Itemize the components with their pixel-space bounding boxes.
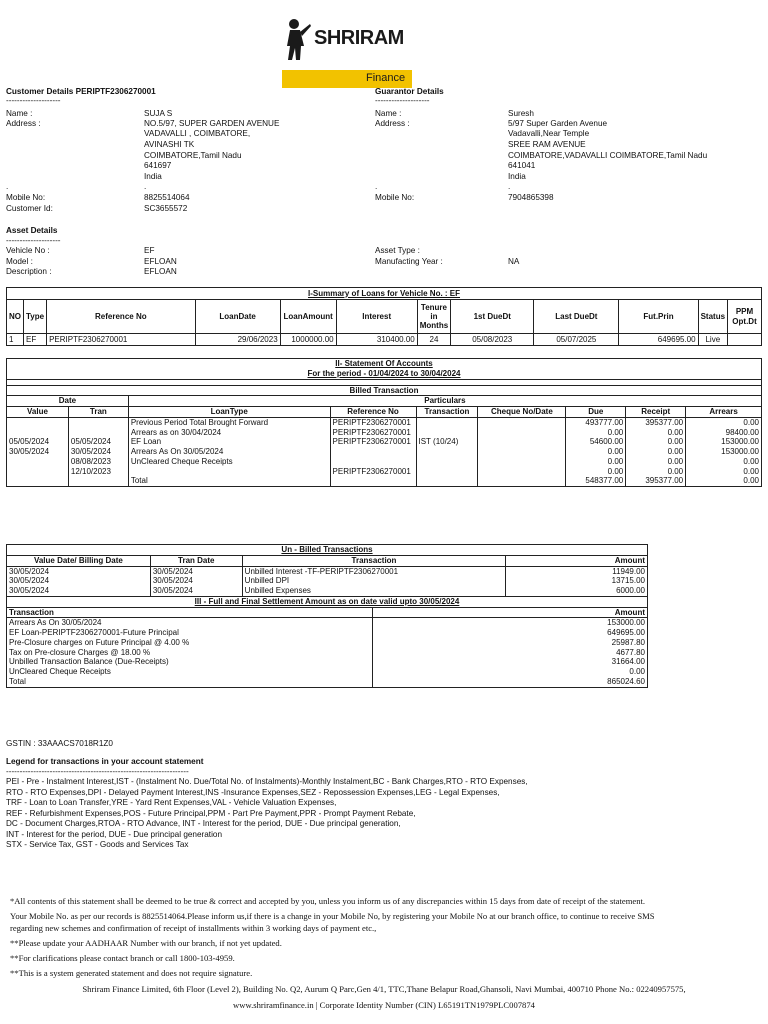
legend-line: STX - Service Tax, GST - Goods and Services Tax xyxy=(6,840,189,849)
stmt-loantype: UnCleared Cheque Receipts xyxy=(128,457,330,467)
settlement-header-transaction: Transaction xyxy=(7,607,373,618)
guarantor-address-line: 5/97 Super Garden Avenue xyxy=(508,119,608,128)
stmt-loantype: Total xyxy=(128,476,330,486)
stmt-due: 0.00 xyxy=(566,428,626,438)
stmt-value xyxy=(7,417,69,427)
unbilled-header: Transaction xyxy=(242,555,506,566)
summary-cell: Live xyxy=(698,334,727,346)
guarantor-dot: . xyxy=(375,182,378,191)
summary-title: I-Summary of Loans for Vehicle No. : EF xyxy=(7,288,762,300)
legend-line: INT - Interest for the period, DUE - Due principal generation xyxy=(6,830,223,839)
guarantor-address-line: Vadavalli,Near Temple xyxy=(508,129,590,138)
settlement-amount: 31664.00 xyxy=(372,657,648,667)
customer-address-line: 641697 xyxy=(144,161,172,170)
loan-summary-table xyxy=(6,287,762,346)
stmt-cheque xyxy=(478,447,566,457)
customer-heading: Customer Details PERIPTF2306270001 xyxy=(6,87,156,96)
stmt-cheque xyxy=(478,457,566,467)
stmt-cheque xyxy=(478,417,566,427)
stmt-loantype xyxy=(128,467,330,477)
footer-mobile-notice-2: regarding new schemes and confirmation of receipt of installments within 3 working days of payment etc., xyxy=(10,923,377,933)
summary-cell: 649695.00 xyxy=(619,334,698,346)
legend-line: TRF - Loan to Loan Transfer,YRE - Yard Rent Expenses,VAL - Vehicle Valuation Expenses, xyxy=(6,798,337,807)
summary-header: Interest xyxy=(336,300,417,334)
table-row xyxy=(7,447,762,457)
asset-heading: Asset Details xyxy=(6,226,58,235)
settlement-label: Unbilled Transaction Balance (Due-Receipts) xyxy=(7,657,373,667)
stmt-receipt: 0.00 xyxy=(626,437,686,447)
summary-header: Status xyxy=(698,300,727,334)
summary-cell: 24 xyxy=(417,334,450,346)
logo-figure-icon xyxy=(284,16,312,72)
customer-name-label: Name : xyxy=(6,109,33,118)
header-particulars: Particulars xyxy=(128,396,761,407)
legend-line: RTO - RTO Expenses,DPI - Delayed Payment Interest,INS -Insurance Expenses,SEZ - Repossession Expenses,LEG - Legal Expenses, xyxy=(6,788,500,797)
settlement-label: Arrears As On 30/05/2024 xyxy=(7,618,373,628)
settlement-label: Pre-Closure charges on Future Principal @ 4.00 % xyxy=(7,638,373,648)
table-row xyxy=(7,657,648,667)
summary-header: Last DueDt xyxy=(534,300,619,334)
unbilled-header: Tran Date xyxy=(150,555,242,566)
stmt-transaction xyxy=(416,428,478,438)
guarantor-name-label: Name : xyxy=(375,109,402,118)
customer-address-line: NO.5/97, SUPER GARDEN AVENUE xyxy=(144,119,280,128)
stmt-due: 54600.00 xyxy=(566,437,626,447)
asset-model: EFLOAN xyxy=(144,257,177,266)
table-row xyxy=(7,566,648,576)
stmt-transaction xyxy=(416,457,478,467)
guarantor-address-label: Address : xyxy=(375,119,410,128)
settlement-amount: 4677.80 xyxy=(372,648,648,658)
asset-vehicle-label: Vehicle No : xyxy=(6,246,50,255)
stmt-transaction xyxy=(416,417,478,427)
gstin: GSTIN : 33AAACS7018R1Z0 xyxy=(6,739,113,748)
summary-header: PPM Opt.Dt xyxy=(728,300,762,334)
summary-cell: 05/07/2025 xyxy=(534,334,619,346)
stmt-ref: PERIPTF2306270001 xyxy=(330,428,416,438)
unbilled-cell: 30/05/2024 xyxy=(7,566,151,576)
customer-address-line: VADAVALLI , COIMBATORE, xyxy=(144,129,251,138)
customer-address-label: Address : xyxy=(6,119,41,128)
header-value: Value xyxy=(7,407,69,418)
stmt-cheque xyxy=(478,428,566,438)
stmt-arrears: 0.00 xyxy=(686,467,762,477)
statement-period: For the period - 01/04/2024 to 30/04/2024 xyxy=(7,369,762,379)
summary-cell: 05/08/2023 xyxy=(451,334,534,346)
stmt-value: 05/05/2024 xyxy=(7,437,69,447)
summary-header: Type xyxy=(24,300,47,334)
summary-cell xyxy=(728,334,762,346)
unbilled-cell: 30/05/2024 xyxy=(150,586,242,596)
guarantor-address-line: 641041 xyxy=(508,161,536,170)
footer-contact: **For clarifications please contact branch or call 1800-103-4959. xyxy=(10,953,235,963)
guarantor-address-line: . xyxy=(508,182,511,191)
unbilled-cell: Unbilled Interest -TF-PERIPTF2306270001 xyxy=(242,566,506,576)
table-row xyxy=(7,677,648,687)
table-row xyxy=(7,457,762,467)
asset-year: NA xyxy=(508,257,520,266)
unbilled-cell: 13715.00 xyxy=(506,576,648,586)
stmt-due: 493777.00 xyxy=(566,417,626,427)
summary-cell: 1 xyxy=(7,334,24,346)
stmt-transaction xyxy=(416,476,478,486)
asset-desc: EFLOAN xyxy=(144,267,177,276)
footer-system-generated: **This is a system generated statement and does not require signature. xyxy=(10,968,253,978)
guarantor-mobile: 7904865398 xyxy=(508,193,554,202)
stmt-tran xyxy=(68,476,128,486)
stmt-receipt: 0.00 xyxy=(626,467,686,477)
table-row xyxy=(7,467,762,477)
summary-header: Tenure in Months xyxy=(417,300,450,334)
unbilled-cell: 30/05/2024 xyxy=(7,576,151,586)
stmt-ref xyxy=(330,476,416,486)
stmt-arrears: 0.00 xyxy=(686,417,762,427)
footer-disclaimer: *All contents of this statement shall be deemed to be true & correct and accepted by you, unless you inform us of any discrepancies within 15 days from date of receipt of the statement. xyxy=(10,896,646,906)
summary-header: LoanDate xyxy=(195,300,280,334)
table-row xyxy=(7,638,648,648)
customer-dash: -------------------- xyxy=(6,96,61,105)
settlement-amount: 865024.60 xyxy=(372,677,648,687)
settlement-header-amount: Amount xyxy=(372,607,648,618)
summary-cell: 310400.00 xyxy=(336,334,417,346)
customer-address-line: . xyxy=(144,182,147,191)
summary-cell: EF xyxy=(24,334,47,346)
unbilled-cell: 6000.00 xyxy=(506,586,648,596)
stmt-tran xyxy=(68,417,128,427)
asset-model-label: Model : xyxy=(6,257,33,266)
table-row xyxy=(7,586,648,596)
stmt-due: 0.00 xyxy=(566,447,626,457)
summary-header: 1st DueDt xyxy=(451,300,534,334)
stmt-arrears: 0.00 xyxy=(686,476,762,486)
summary-header: Fut.Prin xyxy=(619,300,698,334)
unbilled-cell: Unbilled DPI xyxy=(242,576,506,586)
customer-mobile: 8825514064 xyxy=(144,193,190,202)
settlement-amount: 649695.00 xyxy=(372,628,648,638)
table-row xyxy=(7,648,648,658)
stmt-due: 0.00 xyxy=(566,467,626,477)
footer-aadhaar: **Please update your AADHAAR Number with our branch, if not yet updated. xyxy=(10,938,282,948)
settlement-label: Tax on Pre-closure Charges @ 18.00 % xyxy=(7,648,373,658)
asset-year-label: Manufacting Year : xyxy=(375,257,443,266)
guarantor-address-line: COIMBATORE,VADAVALLI COIMBATORE,Tamil Nadu xyxy=(508,151,708,160)
customer-name: SUJA S xyxy=(144,109,173,118)
stmt-ref xyxy=(330,457,416,467)
stmt-loantype: Arrears As On 30/05/2024 xyxy=(128,447,330,457)
stmt-ref: PERIPTF2306270001 xyxy=(330,437,416,447)
stmt-ref: PERIPTF2306270001 xyxy=(330,417,416,427)
settlement-label: EF Loan-PERIPTF2306270001-Future Principal xyxy=(7,628,373,638)
summary-cell: 1000000.00 xyxy=(280,334,336,346)
stmt-tran: 12/10/2023 xyxy=(68,467,128,477)
footer-address: Shriram Finance Limited, 6th Floor (Level 2), Building No. Q2, Aurum Q Parc,Gen 4/1, TTC,Thane Belapur Road,Ghansoli, Navi Mumbai, 400710 Phone No.: 02240957575, xyxy=(82,984,686,994)
guarantor-name: Suresh xyxy=(508,109,534,118)
stmt-receipt: 395377.00 xyxy=(626,476,686,486)
legend-dash: ------------------------------------------------------------------- xyxy=(6,767,189,776)
unbilled-table xyxy=(6,544,648,688)
stmt-arrears: 153000.00 xyxy=(686,437,762,447)
header-date: Date xyxy=(7,396,129,407)
stmt-tran xyxy=(68,428,128,438)
unbilled-cell: 11949.00 xyxy=(506,566,648,576)
billed-heading: Billed Transaction xyxy=(7,385,762,396)
summary-cell: PERIPTF2306270001 xyxy=(47,334,196,346)
stmt-tran: 30/05/2024 xyxy=(68,447,128,457)
guarantor-heading: Guarantor Details xyxy=(375,87,444,96)
guarantor-address-line: India xyxy=(508,172,526,181)
customer-address-line: COIMBATORE,Tamil Nadu xyxy=(144,151,242,160)
asset-type-label: Asset Type : xyxy=(375,246,420,255)
stmt-cheque xyxy=(478,437,566,447)
statement-title: II- Statement Of Accounts xyxy=(7,359,762,369)
footer-mobile-notice: Your Mobile No. as per our records is 8825514064.Please inform us,if there is a change in your Mobile No, by registering your Mobile No at our branch office, to continue to receive SMS xyxy=(10,911,655,921)
header-tran: Tran xyxy=(68,407,128,418)
stmt-transaction xyxy=(416,447,478,457)
summary-cell: 29/06/2023 xyxy=(195,334,280,346)
logo-sub: Finance xyxy=(366,72,406,84)
table-row xyxy=(7,417,762,427)
table-row xyxy=(7,576,648,586)
asset-dash: -------------------- xyxy=(6,236,61,245)
unbilled-title: Un - Billed Transactions xyxy=(7,545,648,556)
legend-line: PEI - Pre - Instalment Interest,IST - (Instalment No. Due/Total No. of Instalments)-Monthly Instalment,BC - Bank Charges,RTO - RTO Expenses, xyxy=(6,777,528,786)
stmt-receipt: 0.00 xyxy=(626,457,686,467)
header-due: Due xyxy=(566,407,626,418)
table-row xyxy=(7,667,648,677)
unbilled-header: Value Date/ Billing Date xyxy=(7,555,151,566)
settlement-amount: 0.00 xyxy=(372,667,648,677)
header-arrears: Arrears xyxy=(686,407,762,418)
stmt-value xyxy=(7,457,69,467)
stmt-value xyxy=(7,476,69,486)
legend-line: REF - Refurbishment Expenses,POS - Future Principal,PPM - Part Pre Payment,PPR - Prompt Payment Rebate, xyxy=(6,809,416,818)
stmt-arrears: 153000.00 xyxy=(686,447,762,457)
summary-header: NO xyxy=(7,300,24,334)
unbilled-cell: Unbilled Expenses xyxy=(242,586,506,596)
stmt-cheque xyxy=(478,467,566,477)
unbilled-cell: 30/05/2024 xyxy=(150,576,242,586)
stmt-value xyxy=(7,428,69,438)
settlement-label: Total xyxy=(7,677,373,687)
customer-address-line: India xyxy=(144,172,162,181)
table-row xyxy=(7,476,762,486)
guarantor-mobile-label: Mobile No: xyxy=(375,193,415,202)
stmt-receipt: 395377.00 xyxy=(626,417,686,427)
settlement-title: III - Full and Final Settlement Amount as on date valid upto 30/05/2024 xyxy=(7,596,648,607)
stmt-transaction: IST (10/24) xyxy=(416,437,478,447)
header-reference: Reference No xyxy=(330,407,416,418)
asset-desc-label: Description : xyxy=(6,267,52,276)
header-receipt: Receipt xyxy=(626,407,686,418)
header-loantype: LoanType xyxy=(128,407,330,418)
stmt-due: 548377.00 xyxy=(566,476,626,486)
summary-header: Reference No xyxy=(47,300,196,334)
customer-dot: . xyxy=(6,182,9,191)
stmt-tran: 05/05/2024 xyxy=(68,437,128,447)
legend-line: DC - Document Charges,RTOA - RTO Advance, INT - Interest for the period, DUE - Due principal generation, xyxy=(6,819,401,828)
stmt-loantype: EF Loan xyxy=(128,437,330,447)
stmt-arrears: 0.00 xyxy=(686,457,762,467)
statement-table xyxy=(6,358,762,487)
stmt-ref xyxy=(330,447,416,457)
table-row xyxy=(7,334,762,346)
table-row xyxy=(7,428,762,438)
stmt-value xyxy=(7,467,69,477)
settlement-amount: 25987.80 xyxy=(372,638,648,648)
guarantor-dash: -------------------- xyxy=(375,96,430,105)
stmt-arrears: 98400.00 xyxy=(686,428,762,438)
stmt-cheque xyxy=(478,476,566,486)
settlement-amount: 153000.00 xyxy=(372,618,648,628)
customer-id-label: Customer Id: xyxy=(6,204,53,213)
customer-id: SC3655572 xyxy=(144,204,188,213)
header-cheque: Cheque No/Date xyxy=(478,407,566,418)
settlement-label: UnCleared Cheque Receipts xyxy=(7,667,373,677)
unbilled-cell: 30/05/2024 xyxy=(7,586,151,596)
table-row xyxy=(7,437,762,447)
customer-address-line: AVINASHI TK xyxy=(144,140,195,149)
table-row xyxy=(7,618,648,628)
unbilled-header: Amount xyxy=(506,555,648,566)
stmt-loantype: Previous Period Total Brought Forward xyxy=(128,417,330,427)
stmt-ref: PERIPTF2306270001 xyxy=(330,467,416,477)
stmt-receipt: 0.00 xyxy=(626,428,686,438)
table-row xyxy=(7,628,648,638)
summary-header: LoanAmount xyxy=(280,300,336,334)
shriram-logo xyxy=(282,16,412,84)
stmt-receipt: 0.00 xyxy=(626,447,686,457)
logo-brand: SHRIRAM xyxy=(314,27,404,49)
stmt-tran: 08/08/2023 xyxy=(68,457,128,467)
guarantor-address-line: SREE RAM AVENUE xyxy=(508,140,586,149)
stmt-due: 0.00 xyxy=(566,457,626,467)
stmt-transaction xyxy=(416,467,478,477)
stmt-value: 30/05/2024 xyxy=(7,447,69,457)
stmt-loantype: Arrears as on 30/04/2024 xyxy=(128,428,330,438)
unbilled-cell: 30/05/2024 xyxy=(150,566,242,576)
asset-vehicle: EF xyxy=(144,246,155,255)
legend-heading: Legend for transactions in your account statement xyxy=(6,757,204,766)
header-transaction: Transaction xyxy=(416,407,478,418)
customer-mobile-label: Mobile No: xyxy=(6,193,46,202)
footer-website: www.shriramfinance.in | Corporate Identity Number (CIN) L65191TN1979PLC007874 xyxy=(233,1000,535,1010)
